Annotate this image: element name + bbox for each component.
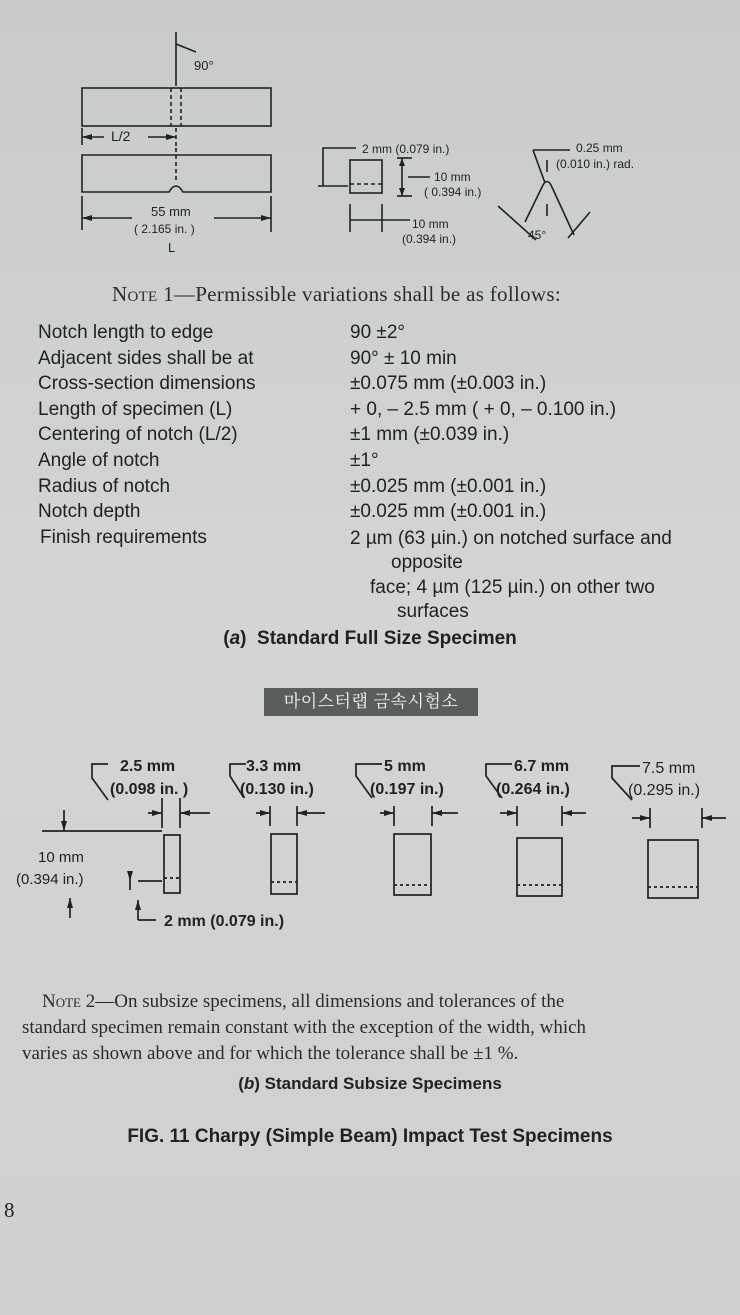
variation-value: ±0.075 mm (±0.003 in.) (350, 373, 547, 395)
length-mm-label: 55 mm (151, 204, 191, 219)
variation-label: Angle of notch (38, 449, 160, 471)
variation-value: + 0, – 2.5 mm ( + 0, – 0.100 in.) (350, 398, 617, 420)
subsize-height-in: (0.394 in.) (16, 871, 84, 888)
caption-b-letter: b (243, 1074, 255, 1093)
length-in-label: ( 2.165 in. ) (134, 222, 195, 236)
variation-row (38, 450, 728, 476)
variation-row (38, 501, 728, 527)
variation-value: ±1 mm (±0.039 in.) (350, 424, 510, 446)
note-2-number: 2 (81, 991, 96, 1012)
subsize-width-in: (0.130 in.) (240, 781, 314, 798)
note-2-line-2: standard specimen remain constant with the exception of the width, which (22, 1017, 587, 1038)
subsize-specimens-drawing (0, 740, 740, 940)
subsize-height-mm: 10 mm (38, 849, 84, 866)
variation-label: Centering of notch (L/2) (38, 424, 238, 446)
height-in-label: ( 0.394 in.) (424, 185, 482, 199)
note-2-line-3: varies as shown above and for which the tolerance shall be ±1 %. (22, 1043, 519, 1064)
height-mm-label: 10 mm (434, 170, 471, 184)
subsize-width-mm: 5 mm (384, 758, 426, 775)
subsize-width-in: (0.098 in. ) (110, 781, 189, 798)
variation-value: 90° ± 10 min (350, 347, 457, 369)
length-symbol: L (168, 240, 176, 255)
width-in-label: (0.394 in.) (402, 232, 457, 246)
finish-line-3: face; 4 µm (125 µin.) on other two (370, 576, 655, 598)
note-1 (112, 282, 561, 307)
full-size-specimen-drawing (0, 0, 740, 270)
note-1-prefix: Note (112, 282, 158, 306)
note-2 (22, 989, 722, 1067)
subsize-notch-depth: 2 mm (0.079 in.) (164, 913, 285, 930)
note-2-line-1: —On subsize specimens, all dimensions and tolerances of the (95, 991, 565, 1012)
variation-value: ±1° (350, 449, 379, 471)
variations-table (38, 322, 728, 623)
radius-mm-label: 0.25 mm (576, 141, 623, 155)
watermark-label: 마이스터랩 금속시험소 (264, 688, 478, 716)
variation-row (38, 476, 728, 502)
variation-label: Radius of notch (38, 475, 171, 497)
variation-label: Adjacent sides shall be at (38, 347, 254, 369)
variation-row (38, 348, 728, 374)
caption-a-text: Standard Full Size Specimen (257, 628, 517, 649)
note-2-prefix: Note (42, 991, 81, 1012)
radius-in-label: (0.010 in.) rad. (556, 157, 635, 171)
finish-line-4: surfaces (397, 601, 469, 623)
caption-b: (b) Standard Subsize Specimens (238, 1074, 502, 1093)
caption-a-letter: a (229, 628, 241, 649)
variation-row (38, 322, 728, 348)
note-1-number: 1 (157, 282, 174, 306)
half-length-label: L/2 (111, 128, 131, 144)
variation-label: Cross-section dimensions (38, 373, 256, 395)
subsize-width-mm: 2.5 mm (120, 758, 176, 775)
finish-line-1: 2 µm (63 µin.) on notched surface and (350, 527, 672, 549)
variation-row (38, 424, 728, 450)
variation-value: ±0.025 mm (±0.001 in.) (350, 501, 547, 523)
notch-angle-label: 45° (528, 228, 547, 242)
variation-value: ±0.025 mm (±0.001 in.) (350, 475, 547, 497)
finish-value (350, 527, 718, 625)
note-1-text: —Permissible variations shall be as follows: (173, 282, 561, 306)
angle-label: 90° (194, 58, 214, 73)
variation-row (38, 373, 728, 399)
subsize-width-in: (0.197 in.) (370, 781, 444, 798)
thickness-label: 2 mm (0.079 in.) (362, 142, 450, 156)
subsize-width-mm: 6.7 mm (514, 758, 570, 775)
subsize-width-in: (0.295 in.) (628, 782, 701, 799)
width-mm-label: 10 mm (412, 217, 449, 231)
finish-line-2: opposite (391, 552, 463, 574)
variation-label: Notch length to edge (38, 322, 214, 343)
caption-b-text: Standard Subsize Specimens (264, 1074, 502, 1093)
caption-a: (a) Standard Full Size Specimen (223, 628, 517, 649)
finish-label: Finish requirements (40, 526, 207, 548)
variation-label: Length of specimen (L) (38, 398, 233, 420)
variation-value: 90 ±2° (350, 322, 406, 343)
figure-caption: FIG. 11 Charpy (Simple Beam) Impact Test Specimens (127, 1126, 613, 1147)
subsize-width-mm: 3.3 mm (246, 758, 302, 775)
subsize-width-in: (0.264 in.) (496, 781, 570, 798)
subsize-width-mm: 7.5 mm (642, 760, 696, 777)
variation-row (38, 399, 728, 425)
variation-label: Notch depth (38, 501, 141, 523)
page-number: 8 (4, 1198, 15, 1222)
